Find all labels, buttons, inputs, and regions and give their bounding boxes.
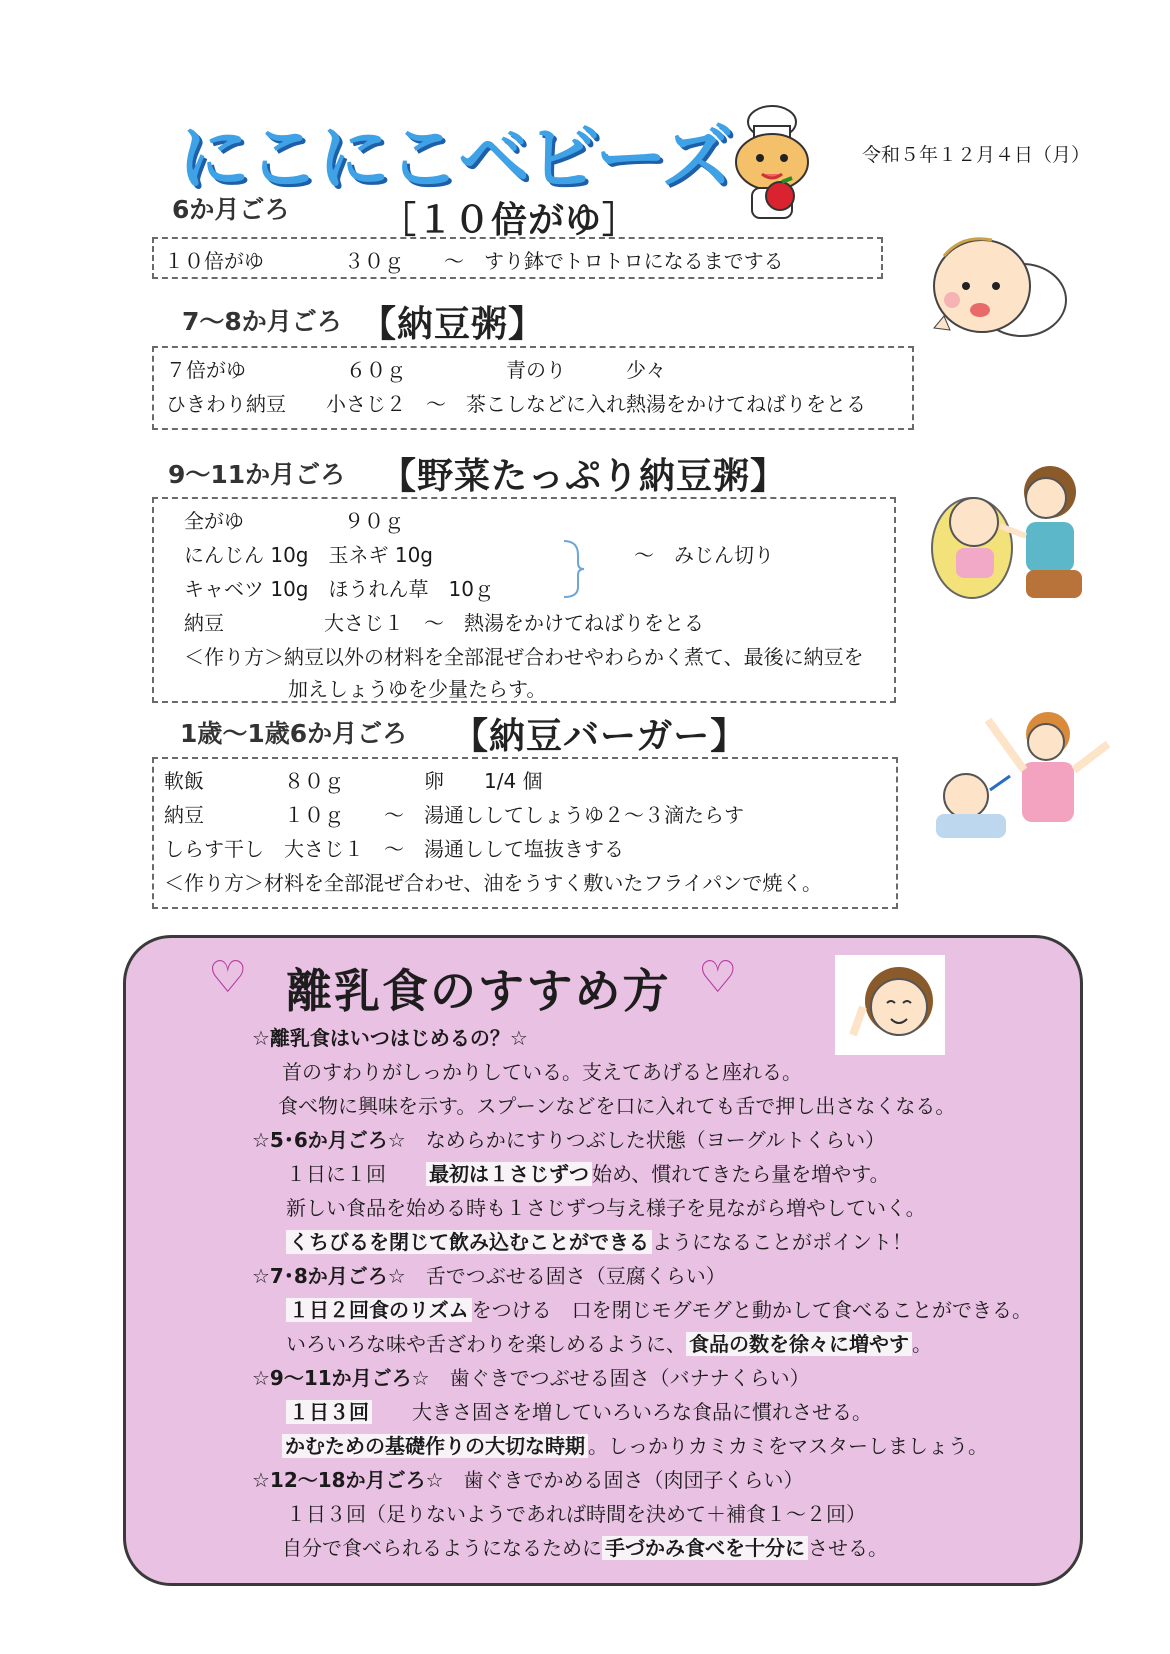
stage-desc: なめらかにすりつぶした状態（ヨーグルトくらい） — [425, 1128, 886, 1152]
stage-head: ☆12～18か月ごろ☆ — [252, 1468, 444, 1492]
woman-face-icon — [835, 955, 945, 1055]
stage-desc: 舌でつぶせる固さ（豆腐くらい） — [425, 1264, 726, 1288]
guide-title: 離乳食のすすめ方 — [286, 964, 671, 1018]
recipe-line: ７倍がゆ ６０ｇ 青のり 少々 — [166, 358, 666, 382]
heart-icon: ♡ — [698, 952, 738, 1003]
text-span: いろいろな味や舌ざわりを楽しめるように、 — [286, 1332, 686, 1356]
guide-line — [282, 1430, 988, 1459]
text-span: １日に１回 — [286, 1162, 386, 1186]
recipe-title-natto-porridge: 【納豆粥】 — [360, 304, 546, 345]
guide-line — [286, 1158, 890, 1187]
recipe-line: キャベツ 10g ほうれん草 10ｇ — [184, 577, 494, 601]
heart-icon: ♡ — [208, 952, 248, 1003]
section-age-6m: 6か月ごろ — [172, 195, 290, 224]
recipe-line: １０倍がゆ ３０ｇ ～ すり鉢でトロトロになるまでする — [164, 249, 784, 273]
guide-line — [286, 1396, 872, 1425]
section-age-1y-1y6m: 1歳～1歳6か月ごろ — [180, 719, 408, 748]
highlight-text: 最初は１さじずつ — [426, 1162, 592, 1186]
guide-stage-7-8m — [252, 1260, 726, 1289]
text-span: 。しっかりカミカミをマスターしましょう。 — [588, 1434, 988, 1458]
text-span: 大きさ固さを増していろいろな食品に慣れさせる。 — [412, 1400, 872, 1424]
recipe-line: 納豆 １０ｇ ～ 湯通ししてしょうゆ２～３滴たらす — [164, 803, 744, 827]
stage-head: ☆7･8か月ごろ☆ — [252, 1264, 406, 1288]
guide-line: 首のすわりがしっかりしている。支えてあげると座れる。 — [282, 1060, 802, 1084]
recipe-box-veggie-natto-porridge — [152, 497, 896, 703]
brace-icon — [562, 539, 586, 599]
recipe-box-natto-burger — [152, 757, 898, 909]
highlight-text: １日２回食のリズム — [286, 1298, 472, 1322]
recipe-line: にんじん 10g 玉ネギ 10g — [184, 543, 434, 567]
crawling-baby-icon — [922, 228, 1072, 353]
guide-line — [286, 1226, 912, 1255]
recipe-method: ＜作り方＞納豆以外の材料を全部混ぜ合わせやわらかく煮て、最後に納豆を — [184, 645, 864, 669]
text-span: 自分で食べられるようになるために — [282, 1536, 602, 1560]
section-age-9-11m: 9～11か月ごろ — [168, 460, 346, 489]
recipe-method-cont: 加えしょうゆを少量たらす。 — [288, 677, 547, 701]
highlight-text: くちびるを閉じて飲み込むことができる — [286, 1230, 652, 1254]
stage-head: ☆5･6か月ごろ☆ — [252, 1128, 406, 1152]
highlight-text: かむための基礎作りの大切な時期 — [282, 1434, 588, 1458]
guide-line — [286, 1294, 1032, 1323]
mother-baby-cheer-icon — [928, 700, 1124, 846]
highlight-text: 食品の数を徐々に増やす — [686, 1332, 912, 1356]
section-age-7-8m: 7～8か月ごろ — [182, 307, 342, 336]
text-span: 。 — [912, 1332, 932, 1356]
woman-face-frame — [835, 955, 945, 1055]
guide-stage-12-18m — [252, 1464, 804, 1493]
recipe-box-natto-porridge — [152, 346, 914, 430]
issue-date: 令和５年１２月４日（月） — [862, 144, 1091, 166]
stage-desc: 歯ぐきでつぶせる固さ（バナナくらい） — [449, 1366, 810, 1390]
recipe-title-natto-burger: 【納豆バーガー】 — [452, 716, 748, 757]
recipe-title-10x-porridge: ［１０倍がゆ］ — [380, 200, 640, 241]
guide-stage-9-11m — [252, 1362, 810, 1391]
stage-head: ☆9～11か月ごろ☆ — [252, 1366, 430, 1390]
guide-stage-5-6m — [252, 1124, 885, 1153]
text-span: させる。 — [808, 1536, 888, 1560]
recipe-line: ひきわり納豆 小さじ２ ～ 茶こしなどに入れ熱湯をかけてねばりをとる — [166, 392, 866, 416]
chef-cat-icon — [718, 100, 826, 228]
recipe-box-10x-porridge — [152, 237, 883, 279]
recipe-line: 軟飯 ８０ｇ 卵 1/4 個 — [164, 769, 543, 793]
mother-feeding-baby-icon — [930, 452, 1090, 604]
guide-line — [286, 1328, 932, 1357]
text-span: 始め、慣れてきたら量を増やす。 — [592, 1162, 890, 1186]
recipe-line: 納豆 大さじ１ ～ 熱湯をかけてねばりをとる — [184, 611, 704, 635]
highlight-text: 手づかみ食べを十分に — [602, 1536, 808, 1560]
recipe-line: 全がゆ ９０ｇ — [184, 509, 404, 533]
recipe-method: ＜作り方＞材料を全部混ぜ合わせ、油をうすく敷いたフライパンで焼く。 — [164, 871, 822, 895]
highlight-text: １日３回 — [286, 1400, 372, 1424]
text-span: をつける 口を閉じモグモグと動かして食べることができる。 — [471, 1298, 1033, 1322]
side-note-mince: ～ みじん切り — [634, 543, 774, 567]
recipe-title-veggie-natto-porridge: 【野菜たっぷり納豆粥】 — [380, 456, 788, 497]
text-span: ようになることがポイント！ — [652, 1230, 912, 1254]
recipe-line: しらす干し 大さじ１ ～ 湯通しして塩抜きする — [164, 837, 624, 861]
guide-line: 新しい食品を始める時も１さじずつ与え様子を見ながら増やしていく。 — [286, 1196, 926, 1220]
guide-question-start: ☆離乳食はいつはじめるの？☆ — [252, 1026, 528, 1050]
page-title: にこにこベビーズ — [178, 116, 732, 200]
stage-desc: 歯ぐきでかめる固さ（肉団子くらい） — [463, 1468, 804, 1492]
guide-line — [282, 1532, 888, 1561]
guide-line: 食べ物に興味を示す。スプーンなどを口に入れても舌で押し出さなくなる。 — [278, 1094, 956, 1118]
guide-line: １日３回（足りないようであれば時間を決めて＋補食１～２回） — [286, 1502, 866, 1526]
